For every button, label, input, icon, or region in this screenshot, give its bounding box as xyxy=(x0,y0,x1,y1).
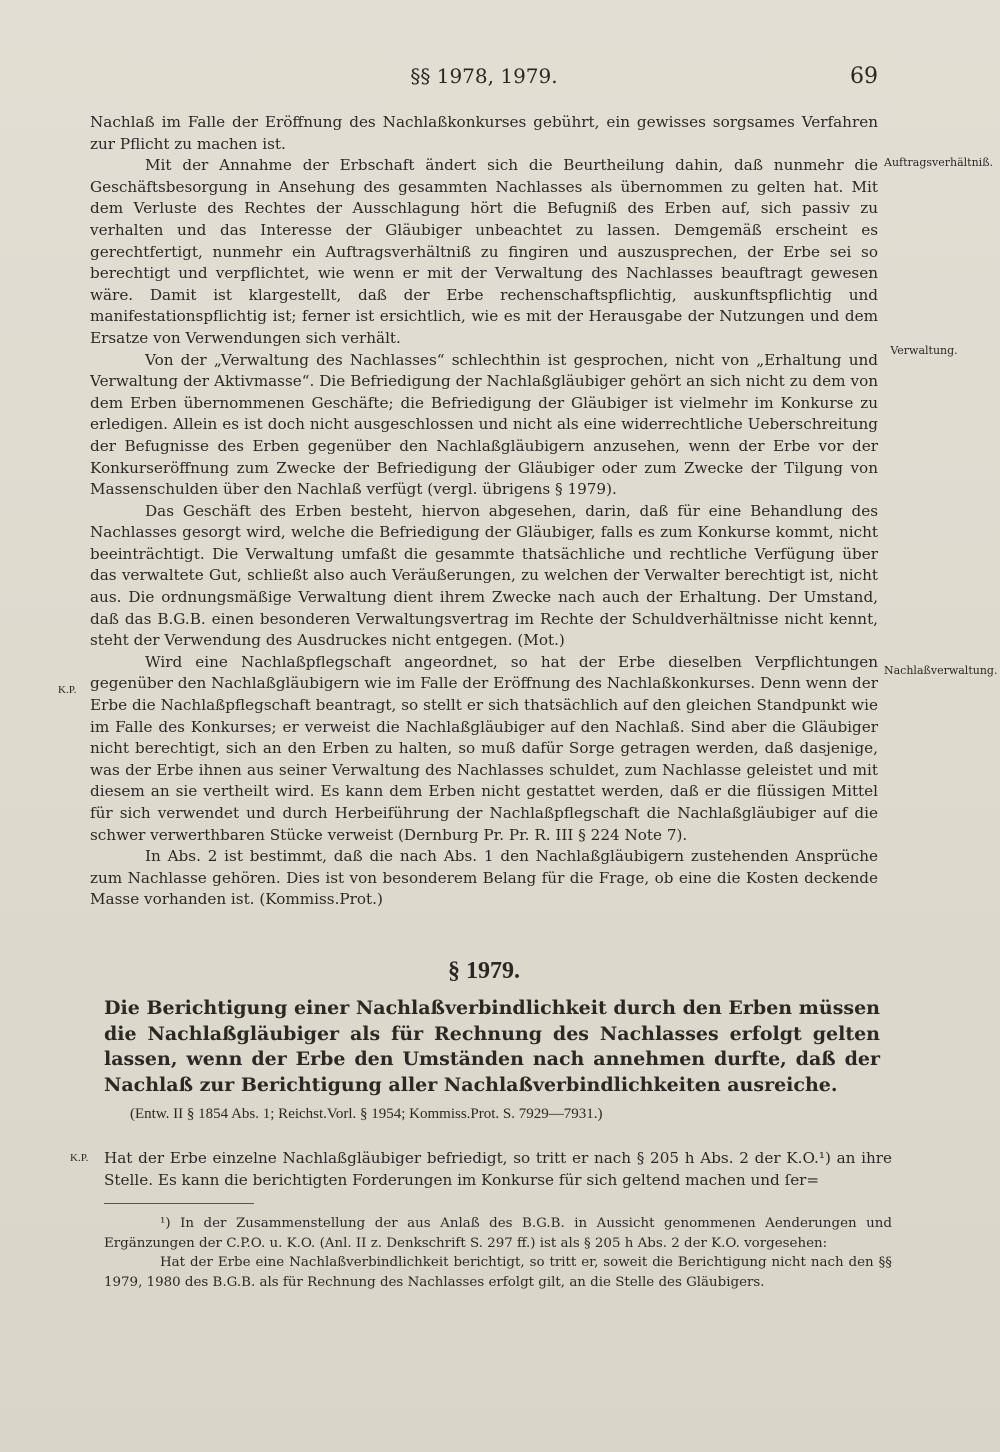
footnote-paragraph-2: Hat der Erbe eine Nachlaßverbindlichkeit berichtigt, so tritt er, soweit die Berichtigung nicht nach den §§ 1979, 1980 des B.G.B. als für Rechnung des Nachlasses erfolgt gilt, an die Stelle des Gläubigers. xyxy=(104,1255,892,1290)
page-number: 69 xyxy=(850,64,878,89)
margin-note-verwaltung: Verwaltung. xyxy=(890,344,958,357)
paragraph-acceptance: Mit der Annahme der Erbschaft ändert sich die Beurtheilung dahin, daß nunmehr die Geschäftsbesorgung in Ansehung des gesammten Nachlasses als übernommen zu gelten hat. Mit dem Verluste des Rechtes der Ausschlagung hört die Befugniß des Erben auf, sich passiv zu verhalten und das Interesse der Gläubiger unbeachtet zu lassen. Demgemäß erscheint es gerechtfertigt, nunmehr ein Auftragsverhältniß zu fingiren und auszusprechen, der Erbe sei so berechtigt und verpflichtet, wie wenn er mit der Verwaltung des Nachlasses beauftragt gewesen wäre. Damit ist klargestellt, daß der Erbe rechenschaftspflichtig, auskunftspflichtig und manifestationspflichtig ist; ferner ist ersichtlich, wie es mit der Herausgabe der Nutzungen und dem Ersatze von Verwendungen sich verhält. xyxy=(90,156,878,347)
commentary-body xyxy=(90,112,878,911)
paragraph-guardianship: Wird eine Nachlaßpflegschaft angeordnet, so hat der Erbe dieselben Verpflichtungen gegenüber den Nachlaßgläubigern wie im Falle der Eröffnung des Nachlaßkonkurses. Denn wenn der Erbe die Nachlaßpflegschaft beantragt, so stellt er sich thatsächlich auf den gleichen Standpunkt wie im Falle des Konkurses; er verweist die Nachlaßgläubiger auf den Nachlaß. Sind aber die Gläubiger nicht berechtigt, sich an den Erben zu halten, so muß dafür Sorge getragen werden, daß dasjenige, was der Erbe ihnen aus seiner Verwaltung des Nachlasses schuldet, zum Nachlasse geleistet und mit diesem an sie vertheilt wird. Es kann dem Erben nicht gestattet werden, daß er die flüssigen Mittel für sich verwendet und durch Herbeiführung der Nachlaßpflegschaft die Nachlaßgläubiger auf die schwer verwerthbaren Stücke verweist (Dernburg Pr. Pr. R. III § 224 Note 7). xyxy=(90,652,878,844)
paragraph-business: Das Geschäft des Erben besteht, hiervon abgesehen, darin, daß für eine Behandlung des Nachlasses gesorgt wird, welche die Befriedigung der Gläubiger, falls es zum Konkurse kommt, nicht beeinträchtigt. Die Verwaltung umfaßt die gesammte thatsächliche und rechtliche Verfügung über das verwaltete Gut, schließt also auch Veräußerungen, zu welchen der Verwalter berechtigt ist, nicht aus. Die ordnungsmäßige Verwaltung dient ihrem Zwecke nach auch der Erhaltung. Der Umstand, daß das B.G.B. einen besonderen Verwaltungsvertrag im Rechte der Schuldverhältnisse nicht kennt, steht der Verwendung des Ausdruckes nicht entgegen. (Mot.) xyxy=(90,501,878,650)
statute-references: (Entw. II § 1854 Abs. 1; Reichst.Vorl. § 1954; Kommiss.Prot. S. 7929—7931.) xyxy=(130,1106,603,1122)
paragraph-administration: Von der „Verwaltung des Nachlasses“ schlechthin ist gesprochen, nicht von „Erhaltung und Verwaltung der Aktivmasse“. Die Befriedigung der Nachlaßgläubiger gehört an sich nicht zu dem von dem Erben übernommenen Geschäfte; die Befriedigung der Gläubiger ist vielmehr im Konkurse zu erledigen. Allein es ist doch nicht ausgeschlossen und nicht als eine widerrechtliche Ueberschreitung der Befugnisse des Erben gegenüber den Nachlaßgläubigern anzusehen, wenn der Erbe vor der Konkurseröffnung zum Zwecke der Befriedigung der Gläubiger oder zum Zwecke der Tilgung von Massenschulden über den Nachlaß verfügt (vergl. übrigens § 1979). xyxy=(90,350,878,499)
footnote-rule xyxy=(104,1203,254,1204)
section-commentary: Hat der Erbe einzelne Nachlaßgläubiger befriedigt, so tritt er nach § 205 h Abs. 2 der K.O.¹) an ihre Stelle. Es kann die berichtigten Forderungen im Konkurse für sich geltend machen und ſer= xyxy=(104,1149,892,1189)
margin-note-nachlassverwaltung: Nachlaßverwaltung. xyxy=(884,664,998,677)
paragraph-continuation: Nachlaß im Falle der Eröffnung des Nachlaßkonkurses gebührt, ein gewisses sorgsames Verfahren zur Pflicht zu machen ist. xyxy=(90,113,878,153)
running-section-reference: §§ 1978, 1979. xyxy=(410,64,558,88)
section-heading: § 1979. xyxy=(448,958,520,984)
margin-kp-marker: K.P. xyxy=(58,684,77,696)
margin-kp-marker-2: K.P. xyxy=(70,1152,89,1164)
page-header xyxy=(90,64,878,94)
footnote xyxy=(104,1214,892,1292)
paragraph-abs2: In Abs. 2 ist bestimmt, daß die nach Abs. 1 den Nachlaßgläubigern zustehenden Ansprüche zum Nachlasse gehören. Dies ist von besonderem Belang für die Frage, ob eine die Kosten deckende Masse vorhanden ist. (Kommiss.Prot.) xyxy=(90,847,878,909)
margin-note-auftrag: Auftragsverhältniß. xyxy=(884,156,994,169)
footnote-paragraph-1: ¹) In der Zusammenstellung der aus Anlaß des B.G.B. in Aussicht genommenen Aenderungen und Ergänzungen der C.P.O. u. K.O. (Anl. II z. Denkschrift S. 297 ff.) ist als § 205 h Abs. 2 der K.O. vorgesehen: xyxy=(104,1216,892,1251)
statute-text: Die Berichtigung einer Nachlaßverbindlichkeit durch den Erben müssen die Nachlaßgläubiger als für Rechnung des Nachlasses erfolgt gelten lassen, wenn der Erbe den Umständen nach annehmen durfte, daß der Nachlaß zur Berichtigung aller Nachlaßverbindlichkeiten ausreiche. xyxy=(104,997,880,1096)
